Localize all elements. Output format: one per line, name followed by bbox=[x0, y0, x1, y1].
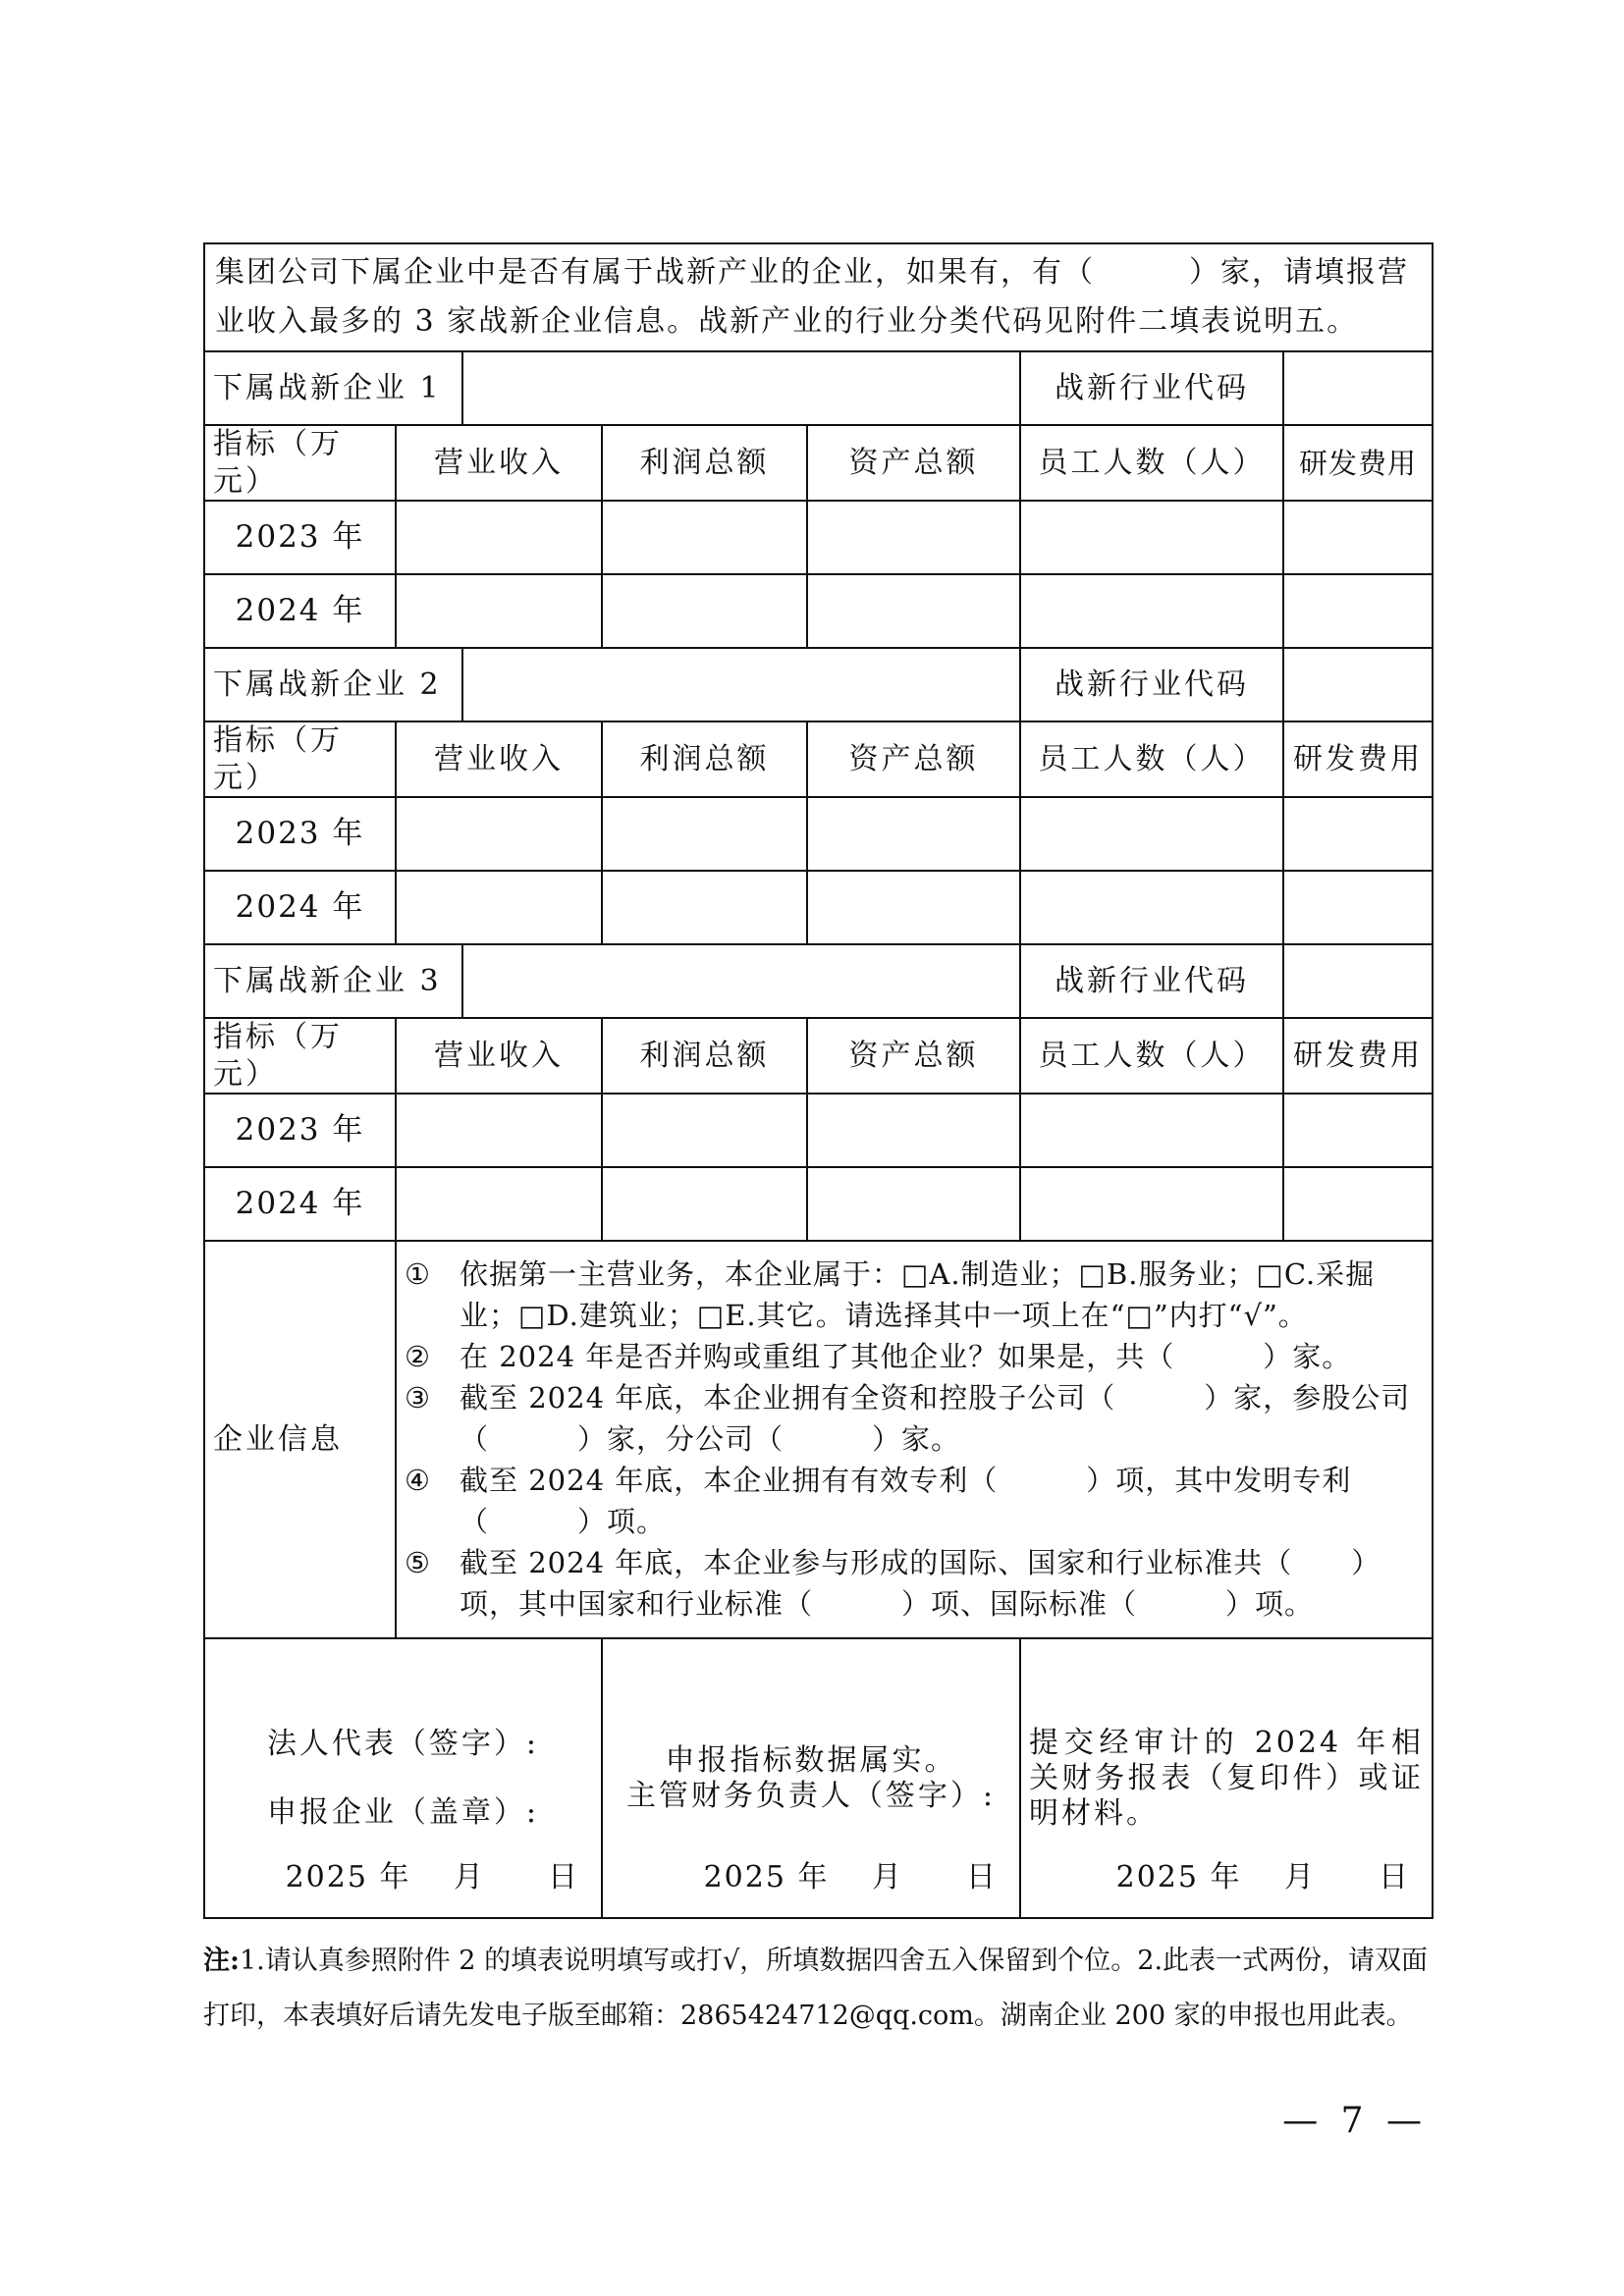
revenue-cell[interactable] bbox=[396, 501, 602, 574]
enterprise-name-cell[interactable] bbox=[462, 351, 1020, 425]
enterprise-2-name-row bbox=[204, 648, 1433, 721]
profit-header: 利润总额 bbox=[602, 1018, 807, 1094]
enterprise-info-label: 企业信息 bbox=[204, 1241, 396, 1638]
profit-cell[interactable] bbox=[602, 574, 807, 648]
profit-cell[interactable] bbox=[602, 1167, 807, 1241]
rd-cell[interactable] bbox=[1283, 1094, 1433, 1167]
indicator-header: 指标（万元） bbox=[204, 721, 396, 797]
profit-cell[interactable] bbox=[602, 797, 807, 871]
info-item bbox=[405, 1254, 1424, 1336]
employees-cell[interactable] bbox=[1020, 871, 1283, 944]
page-number: — 7 — bbox=[1282, 2101, 1428, 2141]
industry-code-cell[interactable] bbox=[1283, 351, 1433, 425]
indicator-header-row bbox=[204, 721, 1433, 797]
enterprise-1-name-row bbox=[204, 351, 1433, 425]
info-item-text: 依据第一主营业务，本企业属于：□A.制造业；□B.服务业；□C.采掘业；□D.建筑业；□E.其它。请选择其中一项上在“□”内打“√”。 bbox=[460, 1257, 1376, 1332]
info-item-number: ④ bbox=[405, 1464, 431, 1497]
revenue-header: 营业收入 bbox=[396, 1018, 602, 1094]
rd-cell[interactable] bbox=[1283, 574, 1433, 648]
enterprise-label: 下属战新企业 1 bbox=[204, 351, 462, 425]
employees-header: 员工人数（人） bbox=[1020, 425, 1283, 501]
info-item-text: 截至 2024 年底，本企业参与形成的国际、国家和行业标准共（ ）项，其中国家和行业标准（ ）项、国际标准（ ）项。 bbox=[460, 1546, 1381, 1621]
industry-code-cell[interactable] bbox=[1283, 944, 1433, 1018]
rd-header: 研发费用 bbox=[1283, 721, 1433, 797]
assets-cell[interactable] bbox=[807, 1167, 1020, 1241]
employees-cell[interactable] bbox=[1020, 1167, 1283, 1241]
rd-cell[interactable] bbox=[1283, 871, 1433, 944]
profit-header: 利润总额 bbox=[602, 425, 807, 501]
revenue-header: 营业收入 bbox=[396, 425, 602, 501]
info-item bbox=[405, 1377, 1424, 1460]
year-row bbox=[204, 1094, 1433, 1167]
assets-cell[interactable] bbox=[807, 1094, 1020, 1167]
signature-date: 2025 年 月 日 bbox=[703, 1859, 998, 1895]
assets-cell[interactable] bbox=[807, 574, 1020, 648]
profit-header: 利润总额 bbox=[602, 721, 807, 797]
employees-header: 员工人数（人） bbox=[1020, 721, 1283, 797]
rd-cell[interactable] bbox=[1283, 1167, 1433, 1241]
assets-cell[interactable] bbox=[807, 501, 1020, 574]
legal-rep-label: 法人代表（签字）: bbox=[266, 1726, 540, 1761]
year-label: 2023 年 bbox=[204, 501, 396, 574]
enterprise-info-content bbox=[396, 1241, 1433, 1638]
rd-cell[interactable] bbox=[1283, 501, 1433, 574]
year-row bbox=[204, 574, 1433, 648]
info-item-number: ① bbox=[405, 1257, 431, 1291]
revenue-cell[interactable] bbox=[396, 1167, 602, 1241]
profit-cell[interactable] bbox=[602, 501, 807, 574]
audit-materials-cell[interactable] bbox=[1020, 1638, 1433, 1918]
rd-cell[interactable] bbox=[1283, 797, 1433, 871]
industry-code-label: 战新行业代码 bbox=[1020, 648, 1283, 721]
employees-cell[interactable] bbox=[1020, 574, 1283, 648]
indicator-header: 指标（万元） bbox=[204, 425, 396, 501]
finance-signature-cell[interactable] bbox=[602, 1638, 1020, 1918]
enterprise-info-row bbox=[204, 1241, 1433, 1638]
intro-text: 集团公司下属企业中是否有属于战新产业的企业，如果有，有（ ）家，请填报营业收入最多的 3 家战新企业信息。战新产业的行业分类代码见附件二填表说明五。 bbox=[204, 243, 1433, 351]
year-label: 2024 年 bbox=[204, 574, 396, 648]
revenue-cell[interactable] bbox=[396, 797, 602, 871]
employees-cell[interactable] bbox=[1020, 797, 1283, 871]
indicator-header-row bbox=[204, 425, 1433, 501]
enterprise-name-cell[interactable] bbox=[462, 944, 1020, 1018]
revenue-cell[interactable] bbox=[396, 574, 602, 648]
info-item-number: ③ bbox=[405, 1381, 431, 1415]
enterprise-name-cell[interactable] bbox=[462, 648, 1020, 721]
profit-cell[interactable] bbox=[602, 1094, 807, 1167]
employees-header: 员工人数（人） bbox=[1020, 1018, 1283, 1094]
footnote bbox=[203, 1934, 1432, 2044]
assets-header: 资产总额 bbox=[807, 721, 1020, 797]
info-item bbox=[405, 1460, 1424, 1542]
legal-rep-signature-cell[interactable] bbox=[204, 1638, 602, 1918]
year-row bbox=[204, 501, 1433, 574]
signature-date: 2025 年 月 日 bbox=[1115, 1859, 1411, 1895]
info-item bbox=[405, 1542, 1424, 1625]
industry-code-label: 战新行业代码 bbox=[1020, 351, 1283, 425]
revenue-header: 营业收入 bbox=[396, 721, 602, 797]
profit-cell[interactable] bbox=[602, 871, 807, 944]
employees-cell[interactable] bbox=[1020, 501, 1283, 574]
enterprise-label: 下属战新企业 3 bbox=[204, 944, 462, 1018]
indicator-header: 指标（万元） bbox=[204, 1018, 396, 1094]
assets-header: 资产总额 bbox=[807, 425, 1020, 501]
enterprise-3-name-row bbox=[204, 944, 1433, 1018]
assets-cell[interactable] bbox=[807, 871, 1020, 944]
rd-header: 研发费用 bbox=[1283, 1018, 1433, 1094]
enterprise-label: 下属战新企业 2 bbox=[204, 648, 462, 721]
signature-date: 2025 年 月 日 bbox=[285, 1859, 579, 1895]
assets-header: 资产总额 bbox=[807, 1018, 1020, 1094]
indicator-header-row bbox=[204, 1018, 1433, 1094]
employees-cell[interactable] bbox=[1020, 1094, 1283, 1167]
year-row bbox=[204, 797, 1433, 871]
year-label: 2023 年 bbox=[204, 797, 396, 871]
year-row bbox=[204, 871, 1433, 944]
note-label: 注: bbox=[203, 1946, 240, 1976]
finance-head-label: 主管财务负责人（签字）: bbox=[625, 1778, 997, 1813]
year-row bbox=[204, 1167, 1433, 1241]
enterprise-form-table bbox=[203, 242, 1434, 1919]
year-label: 2024 年 bbox=[204, 871, 396, 944]
info-item-number: ⑤ bbox=[405, 1546, 431, 1579]
audit-text: 提交经审计的 2024 年相关财务报表（复印件）或证明材料。 bbox=[1029, 1725, 1425, 1831]
data-true-statement: 申报指标数据属实。 bbox=[665, 1742, 957, 1778]
company-seal-label: 申报企业（盖章）: bbox=[266, 1794, 540, 1830]
rd-header: 研发费用 bbox=[1283, 425, 1433, 501]
signature-row bbox=[204, 1638, 1433, 1918]
industry-code-cell[interactable] bbox=[1283, 648, 1433, 721]
info-item-text: 截至 2024 年底，本企业拥有全资和控股子公司（ ）家，参股公司（ ）家，分公司（ ）家。 bbox=[460, 1381, 1411, 1456]
year-label: 2023 年 bbox=[204, 1094, 396, 1167]
industry-code-label: 战新行业代码 bbox=[1020, 944, 1283, 1018]
info-item bbox=[405, 1336, 1424, 1377]
note-text: 1.请认真参照附件 2 的填表说明填写或打√，所填数据四舍五入保留到个位。2.此表一式两份，请双面打印，本表填好后请先发电子版至邮箱：2865424712@qq.com。湖南企业 200 家的申报也用此表。 bbox=[203, 1946, 1429, 2031]
revenue-cell[interactable] bbox=[396, 871, 602, 944]
revenue-cell[interactable] bbox=[396, 1094, 602, 1167]
assets-cell[interactable] bbox=[807, 797, 1020, 871]
year-label: 2024 年 bbox=[204, 1167, 396, 1241]
info-item-text: 截至 2024 年底，本企业拥有有效专利（ ）项，其中发明专利（ ）项。 bbox=[460, 1464, 1352, 1538]
info-item-number: ② bbox=[405, 1340, 431, 1373]
info-item-text: 在 2024 年是否并购或重组了其他企业？如果是，共（ ）家。 bbox=[460, 1340, 1352, 1373]
